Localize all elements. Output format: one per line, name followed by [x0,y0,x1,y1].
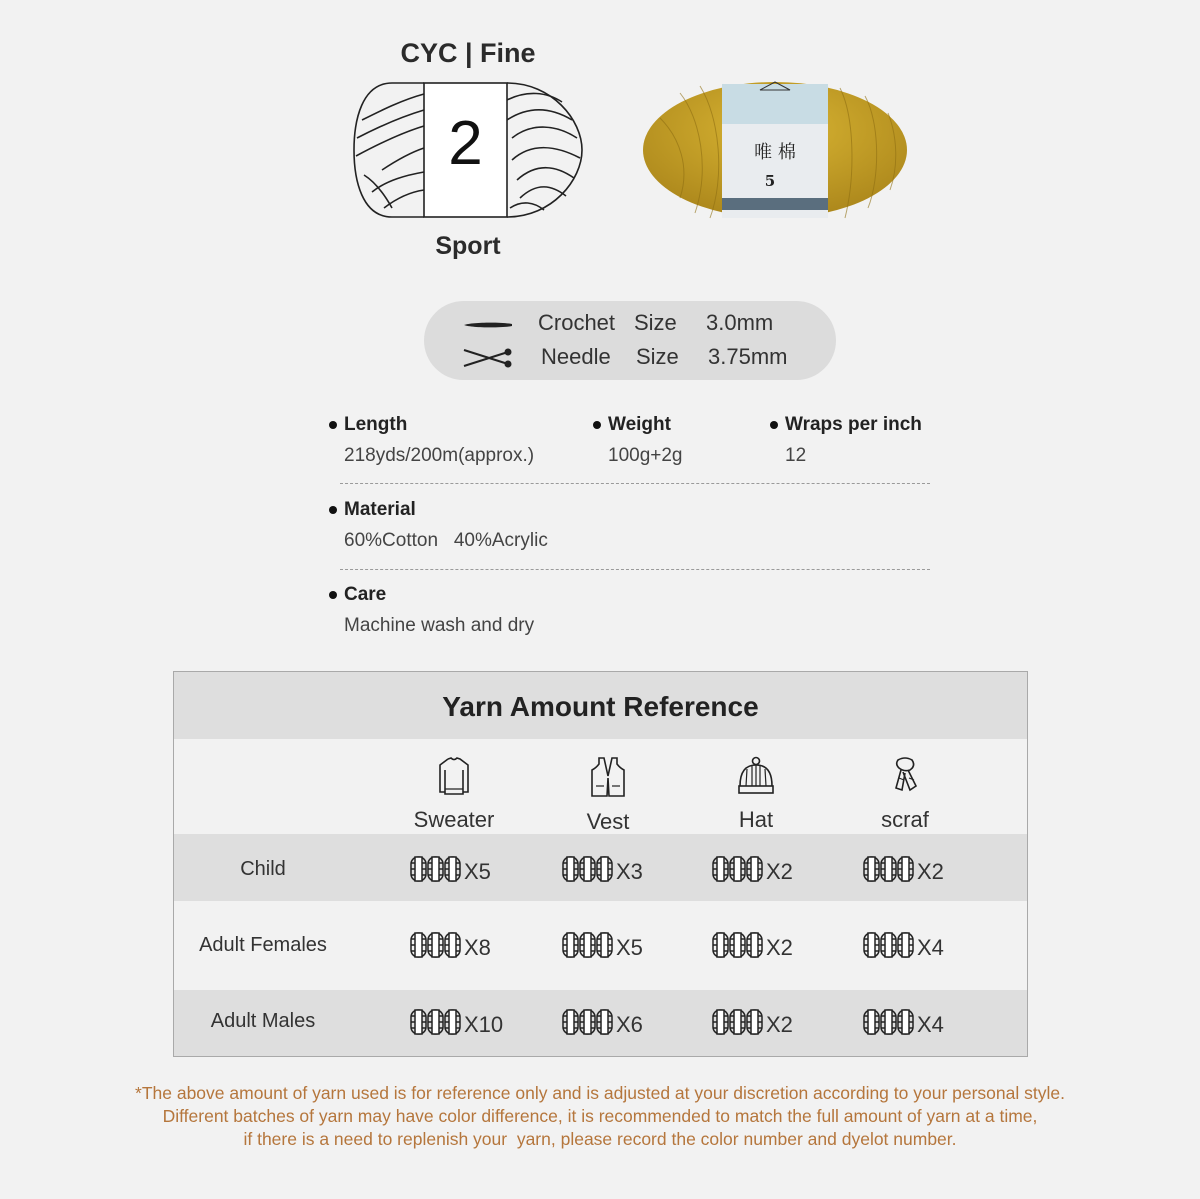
yarn-skeins-icon [712,930,764,966]
spec-length-value: 218yds/200m(approx.) [344,445,535,466]
amount-cell [712,930,793,966]
hat-icon [737,756,775,796]
needle-size-value: 3.75mm [708,344,788,369]
spec-care-label: Care [344,584,387,605]
yarn-skeins-icon [562,930,614,966]
tool-size-panel [424,301,836,380]
col-vest-label: Vest [586,809,630,834]
col-sweater-label: Sweater [413,807,495,832]
spec-care-value: Machine wash and dry [344,615,535,636]
amount-cell [410,930,491,966]
cyc-weight-name: Sport [435,232,501,260]
amount-value: X8 [464,935,491,960]
spec-length [344,414,534,467]
crochet-hook-icon [462,321,514,329]
col-hat-label: Hat [738,807,774,832]
col-hat [686,756,826,833]
row-label: Child [240,858,286,880]
amount-cell [562,854,643,890]
amount-value: X4 [917,1012,944,1037]
sweater-icon [437,756,471,796]
needle-label: Needle [541,344,611,369]
needle-size-row [424,344,836,374]
divider [340,569,930,570]
yarn-skeins-icon [562,854,614,890]
spec-wpi-label: Wraps per inch [785,414,922,435]
yarn-skeins-icon [863,930,915,966]
needle-size-word: Size [636,344,679,369]
disclaimer-note [0,1082,1200,1151]
spec-wpi [785,414,922,467]
note-line-1: *The above amount of yarn used is for reference only and is adjusted at your discretion according to your personal style. [135,1083,1065,1103]
yarn-label-number: 5 [764,172,776,190]
cyc-title: CYC | Fine [400,38,536,68]
yarn-skeins-icon [863,1007,915,1043]
yarn-skeins-icon [712,854,764,890]
yarn-skeins-icon [410,854,462,890]
spec-weight-value: 100g+2g [608,445,683,466]
amount-value: X2 [917,859,944,884]
spec-material [344,499,548,552]
crochet-size-row [424,310,836,340]
spec-weight-label: Weight [608,414,671,435]
vest-icon [590,756,626,798]
yarn-ball-image [640,78,910,223]
amount-cell [410,1007,503,1043]
yarn-skeins-icon [863,854,915,890]
amount-cell [410,854,491,890]
amount-value: X2 [766,859,793,884]
divider [340,483,930,484]
yarn-skeins-icon [410,1007,462,1043]
spec-material-label: Material [344,499,416,520]
note-line-2: Different batches of yarn may have color difference, it is recommended to match the full amount of yarn at a time, [162,1106,1038,1126]
yarn-amount-table [173,671,1028,1057]
spec-material-value: 60%Cotton 40%Acrylic [344,530,548,551]
amount-cell [712,854,793,890]
scarf-icon [890,756,920,796]
amount-cell [712,1007,793,1043]
amount-cell [863,930,944,966]
col-scarf-label: scraf [881,807,929,832]
amount-cell [863,854,944,890]
table-row [174,990,1027,1056]
amount-value: X10 [464,1012,504,1037]
cyc-number: 2 [448,109,483,178]
amount-value: X5 [464,859,491,884]
spec-care [344,584,534,637]
crochet-size-word: Size [634,310,677,335]
amount-value: X3 [616,859,643,884]
amount-cell [863,1007,944,1043]
amount-cell [562,1007,643,1043]
table-row [174,901,1027,990]
knitting-needles-icon [462,346,514,370]
amount-value: X2 [766,1012,793,1037]
yarn-skeins-icon [562,1007,614,1043]
amount-value: X6 [616,1012,643,1037]
yarn-label-name: 唯 棉 [754,142,796,163]
note-line-3: if there is a need to replenish your yarn, please record the color number and dyelot number. [243,1129,957,1149]
table-row [174,834,1027,901]
spec-length-label: Length [344,414,408,435]
row-label: Adult Females [199,934,327,956]
yarn-skeins-icon [712,1007,764,1043]
amount-value: X2 [766,935,793,960]
col-scarf [835,756,975,833]
spec-wpi-value: 12 [785,445,807,466]
amount-value: X5 [616,935,643,960]
col-sweater [384,756,524,833]
row-label: Adult Males [210,1010,316,1032]
crochet-size-value: 3.0mm [706,310,774,335]
col-vest [538,756,678,835]
amount-value: X4 [917,935,944,960]
amount-cell [562,930,643,966]
crochet-label: Crochet [538,310,616,335]
spec-weight [608,414,683,467]
table-title: Yarn Amount Reference [174,672,1027,739]
yarn-skeins-icon [410,930,462,966]
